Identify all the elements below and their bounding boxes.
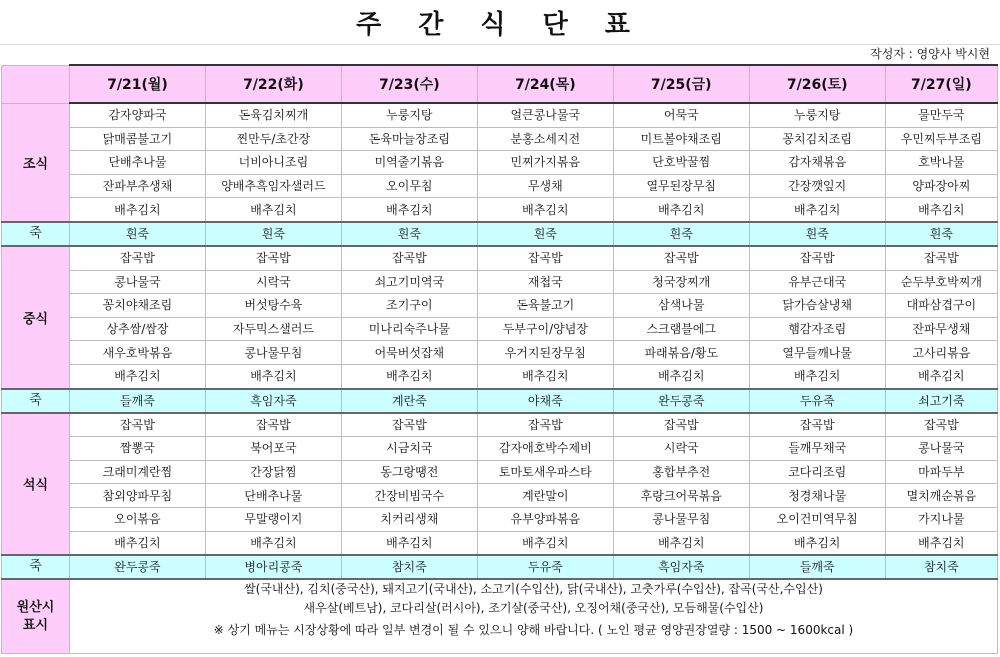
porridge-item: 참치죽 bbox=[341, 555, 477, 579]
porridge-item: 흰죽 bbox=[205, 222, 341, 246]
menu-item: 상추쌈/쌈장 bbox=[69, 317, 205, 341]
menu-item: 파래볶음/황도 bbox=[613, 341, 749, 365]
menu-item: 잡곡밥 bbox=[69, 246, 205, 270]
weekly-menu-table bbox=[1, 64, 998, 654]
menu-item: 배추김치 bbox=[885, 531, 997, 555]
menu-body bbox=[2, 103, 998, 579]
menu-item: 잡곡밥 bbox=[477, 413, 613, 437]
menu-item: 감자양파국 bbox=[69, 103, 205, 127]
menu-item: 유부근대국 bbox=[749, 270, 885, 294]
menu-item: 열무된장무침 bbox=[613, 174, 749, 198]
origin-section bbox=[2, 579, 998, 654]
origin-label-line: 표시 bbox=[22, 617, 49, 633]
menu-item: 새우호박볶음 bbox=[69, 341, 205, 365]
menu-item: 잡곡밥 bbox=[885, 246, 997, 270]
menu-item: 오이건미역무침 bbox=[749, 507, 885, 531]
lunch-row bbox=[2, 364, 998, 388]
origin-label bbox=[2, 579, 70, 654]
menu-item: 들깨무채국 bbox=[749, 437, 885, 461]
menu-item: 단배추나물 bbox=[69, 151, 205, 175]
origin-line: 새우살(베트남), 코다리살(러시아), 조기살(중국산), 오징어채(중국산), 모듬해물(수입산) bbox=[303, 601, 764, 616]
menu-item: 돈육마늘장조림 bbox=[341, 127, 477, 151]
menu-item: 배추김치 bbox=[341, 531, 477, 555]
menu-item: 우거지된장무침 bbox=[477, 341, 613, 365]
porridge-item: 흑임자죽 bbox=[613, 555, 749, 579]
porridge-label: 죽 bbox=[2, 389, 70, 413]
menu-item: 양파장아찌 bbox=[885, 174, 997, 198]
menu-item: 간장비빔국수 bbox=[341, 484, 477, 508]
menu-item: 물만두국 bbox=[885, 103, 997, 127]
porridge-item: 들깨죽 bbox=[69, 389, 205, 413]
menu-item: 배추김치 bbox=[477, 364, 613, 388]
porridge-item: 흑임자죽 bbox=[205, 389, 341, 413]
menu-item: 자두믹스샐러드 bbox=[205, 317, 341, 341]
day-header-row bbox=[2, 65, 998, 103]
menu-item: 감자애호박수제비 bbox=[477, 437, 613, 461]
author-label: 작성자 : 영양사 박시현 bbox=[870, 47, 990, 61]
menu-item: 코다리조림 bbox=[749, 460, 885, 484]
porridge-item: 완두콩죽 bbox=[613, 389, 749, 413]
porridge-item: 흰죽 bbox=[885, 222, 997, 246]
menu-item: 꽁치야채조림 bbox=[69, 294, 205, 318]
menu-item: 배추김치 bbox=[477, 531, 613, 555]
dinner-row bbox=[2, 507, 998, 531]
menu-item: 햄감자조림 bbox=[749, 317, 885, 341]
menu-item: 잡곡밥 bbox=[749, 413, 885, 437]
day-header: 7/23(수) bbox=[341, 65, 477, 103]
menu-item: 배추김치 bbox=[69, 364, 205, 388]
origin-line: 쌀(국내산), 김치(중국산), 돼지고기(국내산), 소고기(수입산), 닭(국내산), 고춧가루(수입산), 잡곡(국산,수입산) bbox=[244, 582, 823, 597]
porridge-item: 흰죽 bbox=[69, 222, 205, 246]
porridge-item: 두유죽 bbox=[749, 389, 885, 413]
menu-item: 순두부호박찌개 bbox=[885, 270, 997, 294]
menu-item: 배추김치 bbox=[613, 364, 749, 388]
breakfast-row bbox=[2, 127, 998, 151]
menu-item: 쇠고기미역국 bbox=[341, 270, 477, 294]
menu-item: 짬뽕국 bbox=[69, 437, 205, 461]
menu-item: 미트볼야채조림 bbox=[613, 127, 749, 151]
menu-item: 잡곡밥 bbox=[341, 413, 477, 437]
porridge-label: 죽 bbox=[2, 555, 70, 579]
day-header: 7/22(화) bbox=[205, 65, 341, 103]
porridge-row bbox=[2, 555, 998, 579]
menu-item: 어묵버섯잡채 bbox=[341, 341, 477, 365]
origin-content bbox=[69, 579, 997, 654]
menu-item: 간장닭찜 bbox=[205, 460, 341, 484]
dinner-row bbox=[2, 413, 998, 437]
menu-item: 어묵국 bbox=[613, 103, 749, 127]
menu-item: 누룽지탕 bbox=[749, 103, 885, 127]
lunch-row bbox=[2, 246, 998, 270]
menu-item: 두부구이/양념장 bbox=[477, 317, 613, 341]
porridge-item: 흰죽 bbox=[341, 222, 477, 246]
day-header: 7/25(금) bbox=[613, 65, 749, 103]
menu-item: 배추김치 bbox=[885, 364, 997, 388]
menu-item: 배추김치 bbox=[749, 531, 885, 555]
menu-item: 열무들깨나물 bbox=[749, 341, 885, 365]
menu-item: 재첩국 bbox=[477, 270, 613, 294]
menu-item: 유부양파볶음 bbox=[477, 507, 613, 531]
menu-item: 북어포국 bbox=[205, 437, 341, 461]
menu-item: 잡곡밥 bbox=[885, 413, 997, 437]
dinner-label: 석식 bbox=[2, 413, 70, 556]
porridge-item: 쇠고기죽 bbox=[885, 389, 997, 413]
lunch-row bbox=[2, 317, 998, 341]
porridge-item: 완두콩죽 bbox=[69, 555, 205, 579]
menu-item: 삼색나물 bbox=[613, 294, 749, 318]
menu-item: 얼큰콩나물국 bbox=[477, 103, 613, 127]
day-header: 7/21(월) bbox=[69, 65, 205, 103]
porridge-item: 흰죽 bbox=[477, 222, 613, 246]
menu-item: 배추김치 bbox=[885, 198, 997, 222]
porridge-item: 계란죽 bbox=[341, 389, 477, 413]
menu-item: 토마토새우파스타 bbox=[477, 460, 613, 484]
lunch-row bbox=[2, 341, 998, 365]
porridge-row bbox=[2, 389, 998, 413]
lunch-label: 중식 bbox=[2, 246, 70, 389]
menu-item: 대파삼겹구이 bbox=[885, 294, 997, 318]
menu-item: 크래미계란찜 bbox=[69, 460, 205, 484]
menu-item: 잡곡밥 bbox=[205, 413, 341, 437]
menu-item: 배추김치 bbox=[205, 364, 341, 388]
menu-item: 돈육불고기 bbox=[477, 294, 613, 318]
lunch-row bbox=[2, 270, 998, 294]
lunch-row bbox=[2, 294, 998, 318]
porridge-row bbox=[2, 222, 998, 246]
menu-item: 너비아니조림 bbox=[205, 151, 341, 175]
menu-item: 호박나물 bbox=[885, 151, 997, 175]
menu-item: 청국장찌개 bbox=[613, 270, 749, 294]
breakfast-row bbox=[2, 174, 998, 198]
menu-item: 배추김치 bbox=[205, 531, 341, 555]
menu-item: 콩나물국 bbox=[885, 437, 997, 461]
menu-item: 배추김치 bbox=[613, 198, 749, 222]
page-title: 주 간 식 단 표 bbox=[0, 0, 1000, 45]
menu-item: 단배추나물 bbox=[205, 484, 341, 508]
breakfast-row bbox=[2, 103, 998, 127]
menu-item: 미나리숙주나물 bbox=[341, 317, 477, 341]
menu-item: 감자채볶음 bbox=[749, 151, 885, 175]
menu-item: 오이볶음 bbox=[69, 507, 205, 531]
menu-item: 배추김치 bbox=[341, 198, 477, 222]
menu-item: 배추김치 bbox=[749, 198, 885, 222]
menu-item: 닭가슴살냉채 bbox=[749, 294, 885, 318]
menu-item: 고사리볶음 bbox=[885, 341, 997, 365]
menu-item: 콩나물무침 bbox=[613, 507, 749, 531]
dinner-row bbox=[2, 531, 998, 555]
menu-item: 청경채나물 bbox=[749, 484, 885, 508]
menu-item: 단호박꿀찜 bbox=[613, 151, 749, 175]
menu-item: 잡곡밥 bbox=[69, 413, 205, 437]
breakfast-row bbox=[2, 151, 998, 175]
porridge-label: 죽 bbox=[2, 222, 70, 246]
menu-item: 오이무침 bbox=[341, 174, 477, 198]
menu-item: 조기구이 bbox=[341, 294, 477, 318]
day-header: 7/27(일) bbox=[885, 65, 997, 103]
menu-item: 분홍소세지전 bbox=[477, 127, 613, 151]
menu-item: 배추김치 bbox=[477, 198, 613, 222]
menu-item: 민찌가지볶음 bbox=[477, 151, 613, 175]
menu-item: 잡곡밥 bbox=[613, 413, 749, 437]
menu-item: 무말랭이지 bbox=[205, 507, 341, 531]
porridge-item: 참치죽 bbox=[885, 555, 997, 579]
menu-item: 콩나물국 bbox=[69, 270, 205, 294]
menu-item: 우민찌두부조림 bbox=[885, 127, 997, 151]
menu-item: 배추김치 bbox=[749, 364, 885, 388]
menu-item: 홍합부추전 bbox=[613, 460, 749, 484]
menu-item: 참외양파무침 bbox=[69, 484, 205, 508]
day-header: 7/24(목) bbox=[477, 65, 613, 103]
menu-item: 배추김치 bbox=[341, 364, 477, 388]
origin-label-line: 원산시 bbox=[16, 599, 55, 615]
dinner-row bbox=[2, 437, 998, 461]
header-corner bbox=[2, 65, 70, 103]
porridge-item: 야채죽 bbox=[477, 389, 613, 413]
menu-change-note: ※ 상기 메뉴는 시장상황에 따라 일부 변경이 될 수 있으니 양해 바랍니다. ( 노인 평균 영양권장열량 : 1500 ~ 1600kcal ) bbox=[213, 623, 854, 638]
menu-item: 후랑크어묵볶음 bbox=[613, 484, 749, 508]
menu-item: 시락국 bbox=[205, 270, 341, 294]
menu-item: 멸치깨순볶음 bbox=[885, 484, 997, 508]
origin-row bbox=[2, 579, 998, 654]
menu-item: 무생채 bbox=[477, 174, 613, 198]
dinner-row bbox=[2, 460, 998, 484]
menu-item: 마파두부 bbox=[885, 460, 997, 484]
menu-item: 잡곡밥 bbox=[341, 246, 477, 270]
breakfast-label: 조식 bbox=[2, 103, 70, 222]
menu-item: 돈육김치찌개 bbox=[205, 103, 341, 127]
menu-item: 누룽지탕 bbox=[341, 103, 477, 127]
menu-item: 잡곡밥 bbox=[749, 246, 885, 270]
menu-item: 닭매콤불고기 bbox=[69, 127, 205, 151]
porridge-item: 병아리콩죽 bbox=[205, 555, 341, 579]
porridge-item: 들깨죽 bbox=[749, 555, 885, 579]
menu-item: 시금치국 bbox=[341, 437, 477, 461]
menu-item: 콩나물무침 bbox=[205, 341, 341, 365]
menu-item: 계란말이 bbox=[477, 484, 613, 508]
day-header: 7/26(토) bbox=[749, 65, 885, 103]
menu-item: 스크램블에그 bbox=[613, 317, 749, 341]
menu-item: 잔파무생채 bbox=[885, 317, 997, 341]
menu-item: 배추김치 bbox=[613, 531, 749, 555]
menu-item: 간장깻잎지 bbox=[749, 174, 885, 198]
menu-item: 배추김치 bbox=[205, 198, 341, 222]
menu-item: 미역줄기볶음 bbox=[341, 151, 477, 175]
menu-item: 잡곡밥 bbox=[477, 246, 613, 270]
breakfast-row bbox=[2, 198, 998, 222]
menu-item: 동그랑땡전 bbox=[341, 460, 477, 484]
menu-item: 잡곡밥 bbox=[205, 246, 341, 270]
menu-item: 찐만두/초간장 bbox=[205, 127, 341, 151]
porridge-item: 두유죽 bbox=[477, 555, 613, 579]
menu-item: 버섯탕수육 bbox=[205, 294, 341, 318]
menu-item: 가지나물 bbox=[885, 507, 997, 531]
menu-item: 잡곡밥 bbox=[613, 246, 749, 270]
menu-item: 치커리생채 bbox=[341, 507, 477, 531]
menu-item: 배추김치 bbox=[69, 531, 205, 555]
porridge-item: 흰죽 bbox=[613, 222, 749, 246]
porridge-item: 흰죽 bbox=[749, 222, 885, 246]
dinner-row bbox=[2, 484, 998, 508]
menu-item: 양배추흑임자샐러드 bbox=[205, 174, 341, 198]
menu-item: 배추김치 bbox=[69, 198, 205, 222]
menu-item: 시락국 bbox=[613, 437, 749, 461]
menu-item: 잔파부추생채 bbox=[69, 174, 205, 198]
menu-item: 꽁치김치조림 bbox=[749, 127, 885, 151]
